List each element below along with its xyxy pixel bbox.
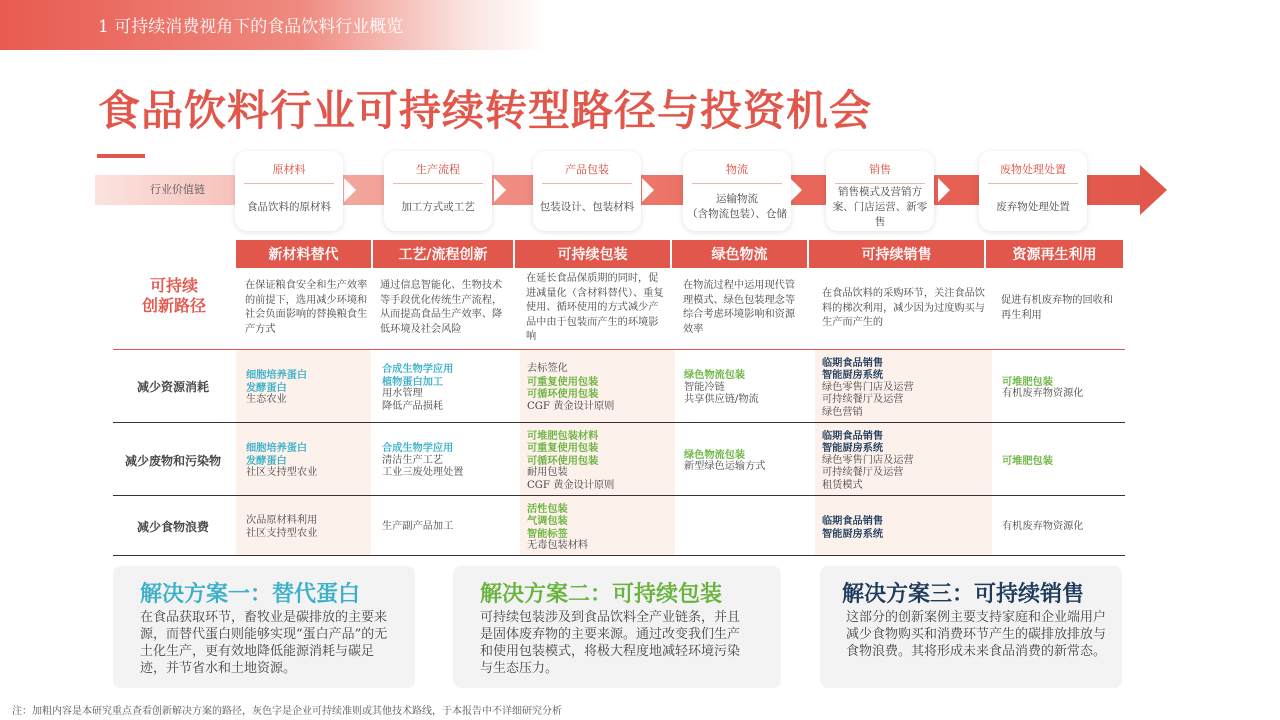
cell-item: 临期食品销售 xyxy=(822,356,884,369)
table-cell xyxy=(382,354,532,422)
cell-item: 细胞培养蛋白 xyxy=(246,442,308,455)
cell-item: 可堆肥包装 xyxy=(1002,375,1053,388)
page-title: 食品饮料行业可持续转型路径与投资机会 xyxy=(98,86,873,135)
cell-item: 绿色物流包装 xyxy=(684,448,746,461)
solution-card-sales xyxy=(820,566,1122,688)
path-header: 资源再生利用 xyxy=(986,240,1123,268)
cell-item: 生态农业 xyxy=(246,394,287,406)
table-cell xyxy=(684,427,834,495)
stage-card-packaging xyxy=(533,151,641,231)
cell-item: 次品原材料利用 xyxy=(246,515,318,526)
cell-item: 智能厨房系统 xyxy=(822,442,884,455)
table-cell xyxy=(1002,500,1152,555)
cell-item: 气调包装 xyxy=(527,515,568,527)
cell-item: 可重复使用包装 xyxy=(527,375,599,388)
stage-description: 销售模式及营销方案、门店运营、新零售 xyxy=(832,185,928,228)
chevron-right-icon xyxy=(790,178,802,202)
stage-description: 运输物流 （含物流包装）、仓储 xyxy=(687,193,787,220)
chevron-right-icon xyxy=(494,178,506,202)
cell-item: 社区支持型农业 xyxy=(246,467,318,479)
footnote: 注：加粗内容是本研究重点查看创新解决方案的路径，灰色字是企业可持续准则或其他技术路线，于本报告中不详细研究分析 xyxy=(12,706,562,717)
cell-item: CGF 黄金设计原则 xyxy=(527,400,615,412)
cell-item: 智能冷链 xyxy=(684,381,725,393)
cell-item: 可持续餐厅及运营 xyxy=(822,394,904,406)
stage-description: 废弃物处理处置 xyxy=(996,200,1070,213)
cell-item: 绿色物流包装 xyxy=(684,369,746,382)
table-cell xyxy=(822,500,972,555)
cell-item: 活性包装 xyxy=(527,502,568,515)
value-chain-arrow-head xyxy=(1140,165,1167,215)
cell-item: 临期食品销售 xyxy=(822,429,884,442)
stage-title: 原材料 xyxy=(272,163,306,176)
cell-item: 绿色营销 xyxy=(822,406,863,418)
cell-item: 可持续餐厅及运营 xyxy=(822,467,904,479)
path-description: 在食品饮料的采购环节，关注食品饮料的梯次利用，减少因为过度购买与生产而产生的 xyxy=(822,288,985,328)
cell-item: 降低产品损耗 xyxy=(382,400,444,412)
table-cell xyxy=(246,354,396,422)
path-header: 可持续销售 xyxy=(809,240,984,268)
stage-card-production xyxy=(384,151,492,231)
cell-item: 绿色零售门店及运营 xyxy=(822,381,914,393)
stage-description: 食品饮料的原材料 xyxy=(247,200,331,213)
cell-item: 租赁模式 xyxy=(822,479,863,491)
cell-item: 生产副产品加工 xyxy=(382,521,454,533)
path-header: 绿色物流 xyxy=(672,240,807,268)
cell-item: 发酵蛋白 xyxy=(246,381,287,394)
cell-item: 合成生物学应用 xyxy=(382,363,454,375)
stage-title: 生产流程 xyxy=(416,163,460,176)
innovation-path-side-title: 可持续 创新路径 xyxy=(141,276,206,315)
table-cell xyxy=(1002,354,1152,422)
path-description: 在物流过程中运用现代管理模式、绿色包装理念等综合考虑环境影响和资源效率 xyxy=(683,280,796,335)
table-cell xyxy=(246,500,396,555)
cell-item: 绿色零售门店及运营 xyxy=(822,454,914,466)
table-cell xyxy=(382,500,532,555)
cell-item: 可重复使用包装 xyxy=(527,442,599,455)
cell-item: 有机废弃物资源化 xyxy=(1002,521,1084,533)
cell-item: 可堆肥包装材料 xyxy=(527,429,599,442)
section-header-text: 1 可持续消费视角下的食品饮料行业概览 xyxy=(98,17,404,37)
row-label-waste: 减少废物和污染物 xyxy=(124,454,221,468)
stage-description: 包装设计、包装材料 xyxy=(539,200,635,213)
cell-item: 合成生物学应用 xyxy=(382,442,454,455)
stage-card-waste xyxy=(979,151,1087,231)
cell-item: 工业三废处理处置 xyxy=(382,467,464,479)
cell-item: 智能厨房系统 xyxy=(822,369,884,382)
cell-item: 可循环使用包装 xyxy=(527,454,599,467)
table-cell xyxy=(246,427,396,495)
solution-card-packaging xyxy=(453,566,781,688)
solution-title: 解决方案一：替代蛋白 xyxy=(140,581,361,607)
value-chain-label: 行业价值链 xyxy=(150,183,205,196)
table-cell xyxy=(527,500,677,555)
stage-title: 废物处理处置 xyxy=(1000,163,1066,176)
stage-title: 销售 xyxy=(869,163,891,176)
path-description: 通过信息智能化、生物技术等手段优化传统生产流程，从而提高食品生产效率、降低环境及社会风险 xyxy=(380,280,503,335)
table-cell xyxy=(1002,427,1152,495)
stage-card-sales xyxy=(826,151,934,231)
table-cell xyxy=(527,354,677,422)
path-header: 新材料替代 xyxy=(236,240,371,268)
row-label-resource: 减少资源消耗 xyxy=(136,380,209,394)
solution-card-protein xyxy=(113,566,415,688)
cell-item: 细胞培养蛋白 xyxy=(246,369,308,382)
cell-item: 可堆肥包装 xyxy=(1002,454,1053,467)
table-cell xyxy=(684,354,834,422)
cell-item: 去标签化 xyxy=(527,363,568,374)
chevron-right-icon xyxy=(938,178,950,202)
table-cell xyxy=(684,500,834,555)
cell-item: CGF 黄金设计原则 xyxy=(527,479,615,491)
solution-text: 可持续包装涉及到食品饮料全产业链条，并且是固体废弃物的主要来源。通过改变我们生产和使用包装模式，将极大程度地减轻环境污染与生态压力。 xyxy=(480,610,741,676)
path-description: 在延长食品保质期的同时，促进减量化（含材料替代）、重复使用、循环使用的方式减少产品中由于包装而产生的环境影响 xyxy=(526,273,664,342)
path-header: 可持续包装 xyxy=(515,240,670,268)
cell-item: 共享供应链/物流 xyxy=(684,394,759,406)
stage-card-logistics xyxy=(683,151,791,231)
cell-item: 新型绿色运输方式 xyxy=(684,461,766,472)
cell-item: 无毒包装材料 xyxy=(527,540,589,551)
innovation-path-header-row xyxy=(236,240,1123,268)
solution-text: 在食品获取环节，畜牧业是碳排放的主要来源，而替代蛋白则能够实现“蛋白产品”的无土化生产，更有效地降低能源消耗与碳足迹，并节省水和土地资源。 xyxy=(140,610,388,676)
path-description: 促进有机废弃物的回收和再生利用 xyxy=(1001,295,1114,321)
cell-item: 发酵蛋白 xyxy=(246,454,287,467)
stage-description: 加工方式或工艺 xyxy=(401,200,475,213)
cell-item: 有机废弃物资源化 xyxy=(1002,388,1084,399)
cell-item: 可循环使用包装 xyxy=(527,388,599,400)
stage-title: 产品包装 xyxy=(565,163,609,176)
cell-item: 智能厨房系统 xyxy=(822,527,884,540)
chevron-right-icon xyxy=(344,178,356,202)
cell-item: 社区支持型农业 xyxy=(246,527,318,539)
cell-item: 清洁生产工艺 xyxy=(382,454,444,466)
stage-card-raw-materials xyxy=(235,151,343,231)
table-cell xyxy=(822,354,972,422)
path-description: 在保证粮食安全和生产效率的前提下，选用减少环境和社会负面影响的替换粮食生产方式 xyxy=(245,280,368,335)
solution-text: 这部分的创新案例主要支持家庭和企业端用户减少食物购买和消费环节产生的碳排放排放与食物浪费。其将形成未来食品消费的新常态。 xyxy=(846,610,1107,659)
cell-item: 智能标签 xyxy=(527,527,568,540)
table-cell xyxy=(822,427,972,495)
cell-item: 植物蛋白加工 xyxy=(382,375,444,388)
cell-item: 临期食品销售 xyxy=(822,515,884,527)
solution-title: 解决方案二：可持续包装 xyxy=(480,581,723,607)
table-cell xyxy=(527,427,677,495)
path-header: 工艺/流程创新 xyxy=(373,240,513,268)
section-header-bar xyxy=(0,0,548,50)
cell-item: 用水管理 xyxy=(382,388,423,399)
chevron-right-icon xyxy=(642,178,654,202)
table-cell xyxy=(382,427,532,495)
title-underline xyxy=(97,154,145,158)
table-divider xyxy=(113,555,1125,556)
solution-title: 解决方案三：可持续销售 xyxy=(842,581,1085,607)
row-label-food-waste: 减少食物浪费 xyxy=(136,520,209,534)
cell-item: 耐用包装 xyxy=(527,467,568,479)
stage-title: 物流 xyxy=(726,163,748,176)
